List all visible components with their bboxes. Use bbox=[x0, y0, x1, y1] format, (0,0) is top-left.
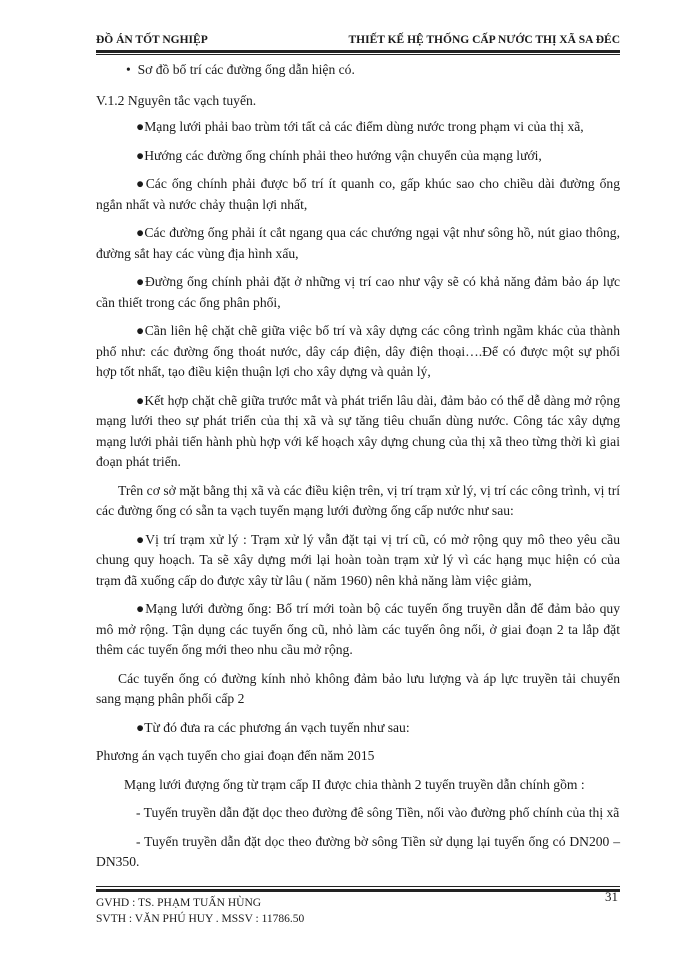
header-right: THIẾT KẾ HỆ THỐNG CẤP NƯỚC THỊ XÃ SA ĐÉC bbox=[348, 34, 620, 46]
bullet-4: ●Các đường ống phải ít cắt ngang qua các chướng ngại vật như sông hồ, nút giao thông, đường sắt hay các vùng địa hình xấu, bbox=[96, 225, 620, 261]
bullet-3: ●Các ống chính phải được bố trí ít quanh co, gấp khúc sao cho chiều dài đường ống ngắn nhất và nước chảy thuận lợi nhất, bbox=[96, 176, 620, 212]
bullet-2: ●Hướng các đường ống chính phải theo hướng vận chuyển của mạng lưới, bbox=[136, 147, 542, 163]
footer-student: SVTH : VĂN PHÚ HUY . MSSV : 11786.50 bbox=[96, 913, 305, 925]
bullet-9: ●Mạng lưới đường ống: Bố trí mới toàn bộ các tuyến ống truyền dẫn để đảm bảo quy mô mở rộng. Tận dụng các tuyến ống cũ, nhỏ làm các tuyến ông nối, ở giai đoạn 2 ta lắp đặt thêm các tuyến ống mới theo nhu cầu mở rộng. bbox=[96, 601, 620, 657]
bullet-7: ●Kết hợp chặt chẽ giữa trước mắt và phát triển lâu dài, đảm bảo có thể dễ dàng mở rộng mạng lưới theo sự phát triển của thị xã và sự tăng tiêu chuẩn dùng nước. Công tác xây dựng mạng lưới phải tiến hành phù hợp với kế hoạch xây dựng chung của thị xã theo từng thời kì giai đoạn phát triển. bbox=[96, 392, 620, 469]
footer-rule-thin bbox=[96, 886, 620, 887]
header-left: ĐỒ ÁN TỐT NGHIỆP bbox=[96, 34, 208, 46]
bullet-1: ●Mạng lưới phải bao trùm tới tất cả các điểm dùng nước trong phạm vi của thị xã, bbox=[136, 119, 584, 134]
document-body bbox=[96, 60, 620, 881]
bullet-10: ●Từ đó đưa ra các phương án vạch tuyến như sau: bbox=[136, 719, 410, 735]
section-title: V.1.2 Nguyên tắc vạch tuyến. bbox=[96, 92, 257, 108]
paragraph-1: Trên cơ sở mặt bằng thị xã và các điều kiện trên, vị trí trạm xử lý, vị trí các công trình, vị trí các đường ống có sẵn ta vạch tuyến mạng lưới đường ống cấp nước như sau: bbox=[96, 482, 620, 518]
dash-item-2: - Tuyến truyền dẫn đặt dọc theo đường bờ sông Tiền sử dụng lại tuyến ống có DN200 – DN350. bbox=[96, 833, 620, 869]
bullet-5: ●Đường ống chính phải đặt ở những vị trí cao như vậy sẽ có khả năng đảm bảo áp lực cần thiết trong các ống phân phối, bbox=[96, 274, 620, 310]
footer-rule-thick bbox=[96, 889, 620, 892]
top-bullet: • Sơ đồ bố trí các đường ống dẫn hiện có. bbox=[126, 62, 355, 77]
paragraph-2: Các tuyến ống có đường kính nhỏ không đảm bảo lưu lượng và áp lực truyền tải chuyển sang mạng phân phối cấp 2 bbox=[96, 670, 620, 706]
header-rule-thin bbox=[96, 54, 620, 55]
dash-item-1: - Tuyến truyền dẫn đặt dọc theo đường đê sông Tiền, nối vào đường phố chính của thị xã bbox=[136, 805, 620, 820]
bullet-8: ●Vị trí trạm xử lý : Trạm xử lý vẫn đặt tại vị trí cũ, có mở rộng quy mô theo yêu cầu chung quy hoạch. Ta sẽ xây dựng mới lại hoàn toàn trạm xử lý vì các hạng mục hiện có của trạm đã xuống cấp do được xây từ lâu ( năm 1960) nên khả năng làm việc giảm, bbox=[96, 531, 620, 588]
paragraph-3: Phương án vạch tuyến cho giai đoạn đến năm 2015 bbox=[96, 748, 375, 763]
header-rule-thick bbox=[96, 50, 620, 53]
page-footer bbox=[96, 889, 620, 927]
page-number: 31 bbox=[605, 889, 618, 904]
paragraph-4: Mạng lưới đượng ống từ trạm cấp II được chia thành 2 tuyến truyền dẫn chính gồm : bbox=[124, 776, 585, 792]
bullet-6: ●Cần liên hệ chặt chẽ giữa việc bố trí và xây dựng các công trình ngầm khác của thành phố như: các đường ống thoát nước, dây cáp điện, dây điện thoại….Để có được một sự phối hợp tốt nhất, tạo điều kiện thuận lợi cho xây dựng và quản lý, bbox=[96, 323, 620, 379]
footer-supervisor: GVHD : TS. PHẠM TUẤN HÙNG bbox=[96, 897, 262, 909]
